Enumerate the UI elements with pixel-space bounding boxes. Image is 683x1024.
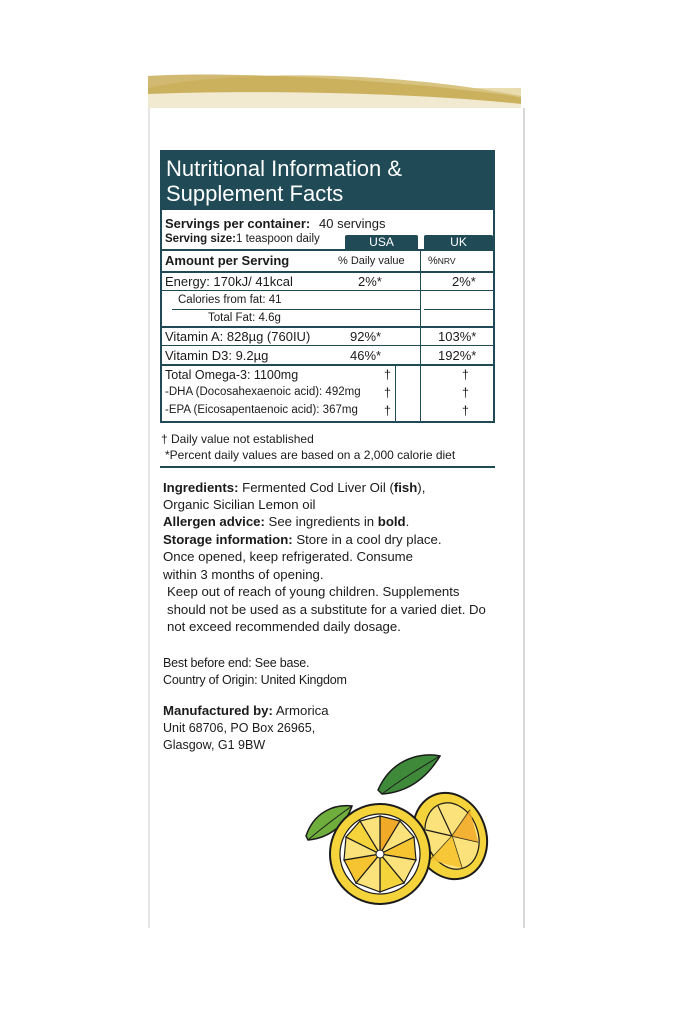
best-before: Best before end: See base. <box>163 656 310 670</box>
vitamin-d3-uk: 192%* <box>438 348 477 363</box>
rule <box>162 290 493 291</box>
footnote-rule <box>160 466 495 468</box>
usa-column-header: % Daily value <box>338 255 405 267</box>
rule <box>162 326 493 328</box>
total-omega3-usa: † <box>384 368 391 382</box>
servings-per-container-value: 40 servings <box>319 216 386 231</box>
amount-per-serving-label: Amount per Serving <box>165 253 290 268</box>
epa-label: -EPA (Eicosapentaenoic acid): 367mg <box>165 404 358 416</box>
calories-from-fat-label: Calories from fat: 41 <box>178 294 282 306</box>
energy-label: Energy: 170kJ/ 41kcal <box>165 274 293 289</box>
vitamin-a-usa: 92%* <box>350 329 382 344</box>
warning-line1: Keep out of reach of young children. Supplements <box>167 584 460 599</box>
servings-per-container-label: Servings per container: <box>165 216 311 231</box>
rule <box>424 309 493 310</box>
country-of-origin: Country of Origin: United Kingdom <box>163 673 347 687</box>
column-divider <box>395 364 396 423</box>
rule <box>162 345 493 346</box>
uk-column-header: %NRV <box>428 255 456 267</box>
warning-line3: not exceed recommended daily dosage. <box>167 619 401 634</box>
dha-uk: † <box>462 386 469 400</box>
panel-title-line1: Nutritional Information & <box>166 156 402 181</box>
warning-line2: should not be used as a substitute for a varied diet. Do <box>167 602 486 617</box>
rule <box>162 249 493 251</box>
dha-label: -DHA (Docosahexaenoic acid): 492mg <box>165 386 361 398</box>
storage-line3: within 3 months of opening. <box>163 567 324 582</box>
serving-size-value: 1 teaspoon daily <box>236 233 320 245</box>
nutrition-panel <box>160 150 495 423</box>
footnote-dagger: † Daily value not established <box>161 432 314 446</box>
serving-size-label: Serving size: <box>165 233 236 245</box>
total-omega3-uk: † <box>462 368 469 382</box>
usa-tab: USA <box>345 235 418 249</box>
ingredients-line2: Organic Sicilian Lemon oil <box>163 497 316 512</box>
manufacturer-address2: Glasgow, G1 9BW <box>163 738 266 752</box>
allergen-advice: Allergen advice: See ingredients in bold. <box>163 514 410 529</box>
epa-usa: † <box>384 404 391 418</box>
vitamin-a-uk: 103%* <box>438 329 477 344</box>
footnote-percent: *Percent daily values are based on a 2,000 calorie diet <box>165 448 456 462</box>
panel-title <box>162 152 493 210</box>
total-omega3-label: Total Omega-3: 1100mg <box>165 368 299 382</box>
column-divider <box>420 249 421 423</box>
energy-uk: 2%* <box>452 274 476 289</box>
uk-tab: UK <box>424 235 493 249</box>
total-fat-label: Total Fat: 4.6g <box>208 312 281 324</box>
ingredients-line1: Ingredients: Fermented Cod Liver Oil (fish), <box>163 480 426 495</box>
vitamin-d3-label: Vitamin D3: 9.2µg <box>165 348 269 363</box>
panel-title-line2: Supplement Facts <box>166 181 344 206</box>
rule <box>162 364 493 366</box>
dha-usa: † <box>384 386 391 400</box>
lemon-illustration <box>300 750 500 910</box>
vitamin-d3-usa: 46%* <box>350 348 382 363</box>
storage-line2: Once opened, keep refrigerated. Consume <box>163 549 413 564</box>
epa-uk: † <box>462 404 469 418</box>
energy-usa: 2%* <box>358 274 382 289</box>
rule <box>172 309 420 310</box>
manufacturer-line1: Manufactured by: Armorica <box>163 703 329 718</box>
manufacturer-address1: Unit 68706, PO Box 26965, <box>163 721 316 735</box>
rule <box>162 271 493 273</box>
storage-line1: Storage information: Store in a cool dry place. <box>163 532 442 547</box>
vitamin-a-label: Vitamin A: 828µg (760IU) <box>165 329 311 344</box>
